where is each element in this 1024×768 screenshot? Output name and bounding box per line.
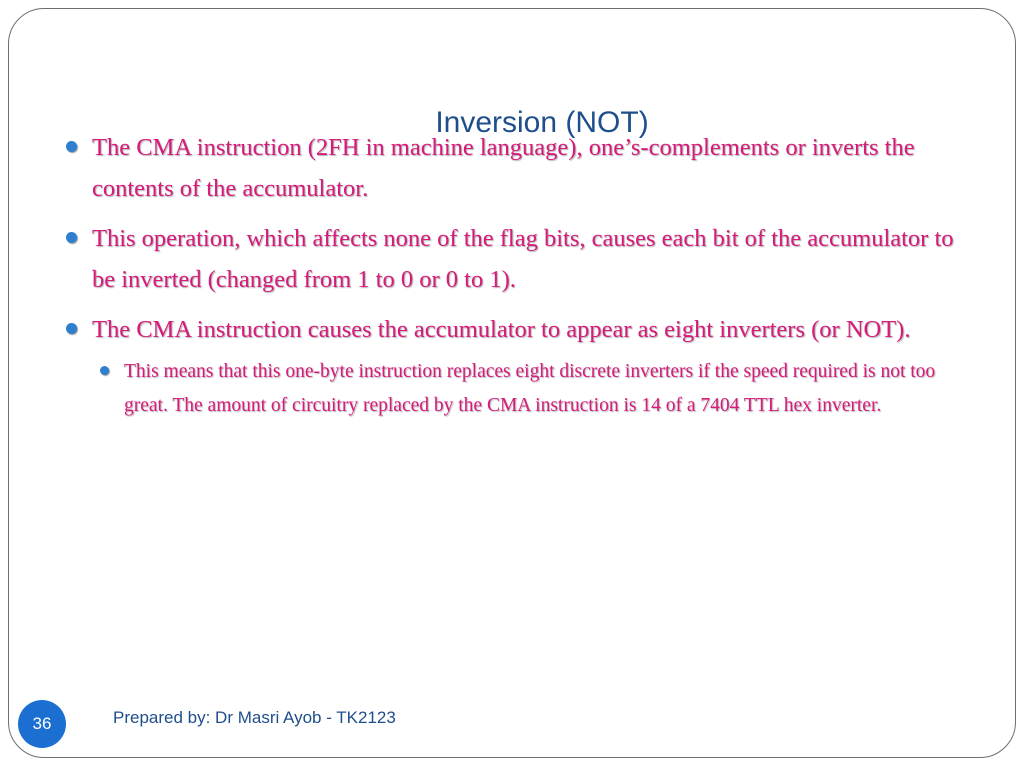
bullet-item — [60, 218, 965, 300]
sub-bullet-text: This means that this one-byte instruction replaces eight discrete inverters if the speed required is not too great. The amount of circuitry replaced by the CMA instruction is 14 of a 7404 TTL hex inverter. — [124, 361, 936, 416]
bullet-dot-icon — [66, 232, 77, 243]
bullet-text: This operation, which affects none of the flag bits, causes each bit of the accumulator to be inverted (changed from 1 to 0 or 0 to 1). — [92, 225, 954, 293]
slide-title: Inversion (NOT) — [435, 106, 649, 139]
footer-text: Prepared by: Dr Masri Ayob - TK2123 — [113, 708, 396, 727]
bullet-item — [60, 309, 965, 350]
bullet-text: The CMA instruction causes the accumulator to appear as eight inverters (or NOT). — [92, 316, 911, 343]
bullet-item — [60, 127, 965, 209]
sub-bullet-item — [60, 355, 965, 423]
sub-bullet-dot-icon — [100, 366, 109, 375]
slide-number: 36 — [32, 714, 52, 733]
bullet-dot-icon — [66, 141, 77, 152]
slide-number-badge — [18, 700, 66, 748]
bullet-text: The CMA instruction (2FH in machine language), one’s-complements or inverts the contents of the accumulator. — [92, 134, 915, 202]
bullet-list — [60, 127, 965, 423]
bullet-dot-icon — [66, 323, 77, 334]
